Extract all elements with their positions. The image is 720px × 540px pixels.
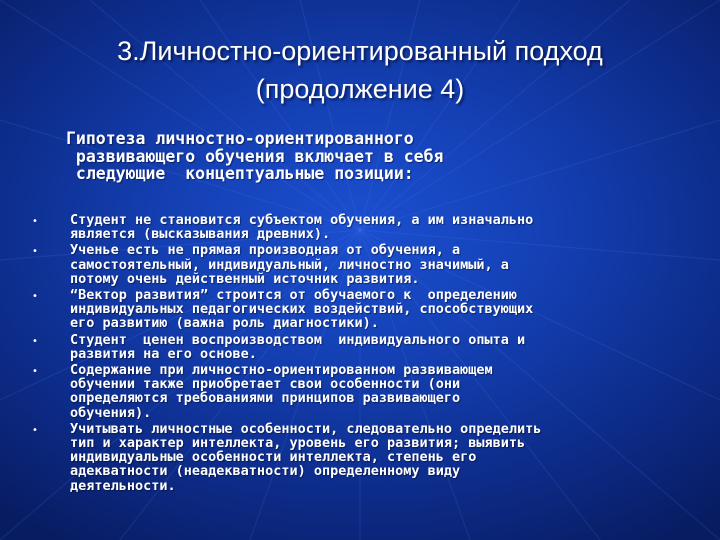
bullet-dot-icon: • xyxy=(32,291,38,303)
bullet-text: Содержание при личностно-ориентированном развивающем обучении также приобретает свои особенности (они определяются требованиями принципов развивающего обучения). xyxy=(70,362,493,421)
bullet-dot-icon: • xyxy=(32,424,38,436)
bullet-dot-icon: • xyxy=(32,216,38,227)
bullet-list xyxy=(24,213,700,495)
intro-paragraph: Гипотеза личностно-ориентированного развивающего обучения включает в себя следующие концептуальные позиции: xyxy=(66,129,444,183)
bullet-text: Студент не становится субъектом обучения, а им изначально является (высказывания древних). xyxy=(70,212,534,243)
bullet-text: Студент ценен воспроизводством индивидуального опыта и развития на его основе. xyxy=(70,331,526,362)
bullet-text: Учитывать личностные особенности, следовательно определить тип и характер интеллекта, уровень его развития; выявить индивидуальные особенности интеллекта, степень его адекватности (неадекватности) определенному виду деятельности. xyxy=(70,420,542,494)
bullet-dot-icon: • xyxy=(32,335,38,347)
bullet-dot-icon: • xyxy=(32,246,38,258)
slide-title-line-2: (продолжение 4) xyxy=(255,74,465,104)
list-item xyxy=(24,243,700,286)
list-item xyxy=(24,333,700,361)
list-item xyxy=(24,288,700,331)
list-item xyxy=(24,213,700,241)
bullet-text: Ученье есть не прямая производная от обучения, а самостоятельный, индивидуальный, личностно значимый, а потому очень действенный источник развития. xyxy=(70,242,509,287)
slide-title xyxy=(20,32,700,108)
bullet-text: “Вектор развития” строится от обучаемого к определению индивидуальных педагогических воздействий, способствующих его развитию (важна роль диагностики). xyxy=(70,287,534,332)
bullet-dot-icon: • xyxy=(32,366,38,378)
slide-title-line-1: 3.Личностно-ориентированный подход xyxy=(117,36,603,66)
list-item xyxy=(24,422,700,493)
list-item xyxy=(24,363,700,420)
